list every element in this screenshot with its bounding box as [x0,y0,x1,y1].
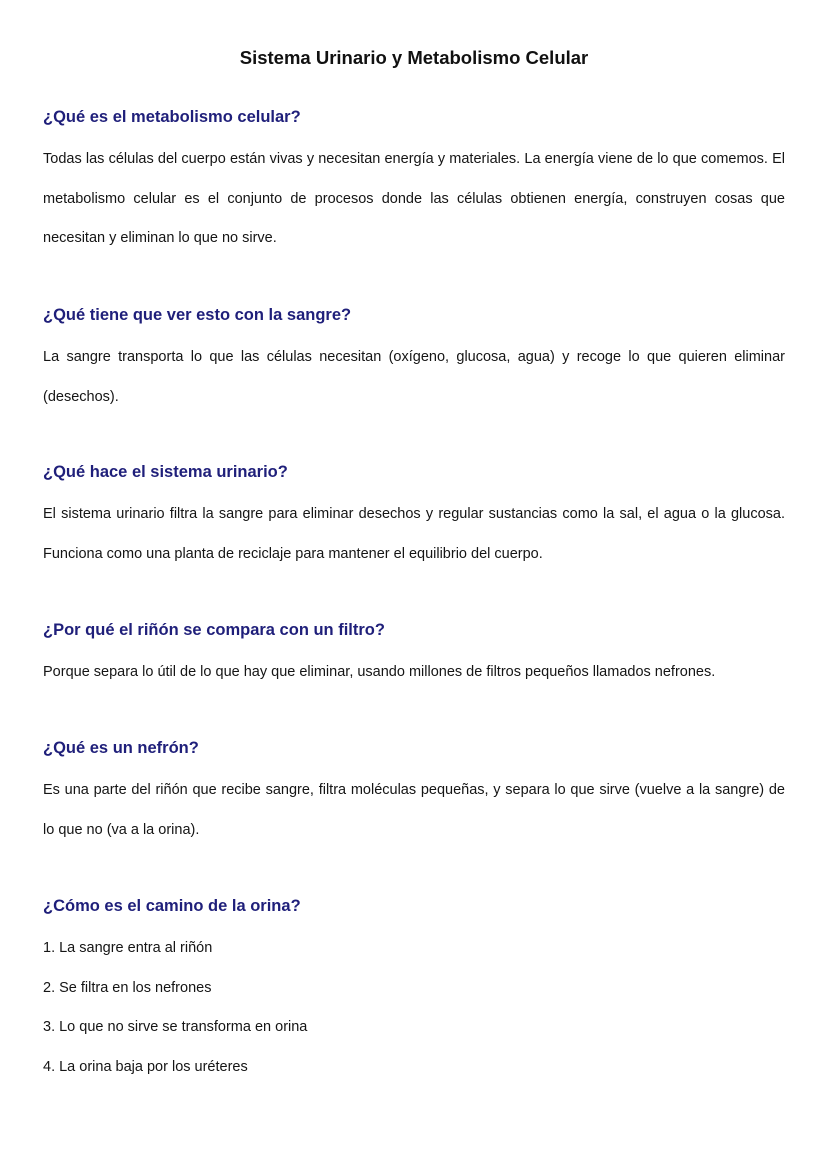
section-heading: ¿Qué hace el sistema urinario? [43,463,288,481]
section-paragraph: Todas las células del cuerpo están vivas y necesitan energía y materiales. La energía viene de lo que comemos. El metabolismo celular es el conjunto de procesos donde las células obtienen energía, construyen cosas que necesitan y eliminan lo que no sirve. [43,151,785,246]
list-item: 3. Lo que no sirve se transforma en orina [43,1019,308,1035]
section-paragraph: El sistema urinario filtra la sangre para eliminar desechos y regular sustancias como la sal, el agua o la glucosa. Funciona como una planta de reciclaje para mantener el equilibrio del cuerpo. [43,506,785,562]
section-urinary-system [43,461,785,574]
section-heading: ¿Qué tiene que ver esto con la sangre? [43,306,352,324]
section-blood [43,304,785,417]
section-nephron [43,737,785,850]
section-paragraph: Porque separa lo útil de lo que hay que eliminar, usando millones de filtros pequeños llamados nefrones. [43,664,716,680]
section-kidney-filter [43,619,785,693]
steps-list [43,929,785,1087]
section-heading: ¿Cómo es el camino de la orina? [43,897,301,915]
section-metabolism [43,106,785,259]
section-heading: ¿Qué es el metabolismo celular? [43,108,301,126]
document-title: Sistema Urinario y Metabolismo Celular [239,47,589,68]
list-item: 4. La orina baja por los uréteres [43,1058,248,1075]
section-paragraph: Es una parte del riñón que recibe sangre, filtra moléculas pequeñas, y separa lo que sirve (vuelve a la sangre) de lo que no (va a la orina). [43,782,785,838]
list-item: 1. La sangre entra al riñón [43,940,213,956]
section-heading: ¿Qué es un nefrón? [43,739,199,757]
section-heading: ¿Por qué el riñón se compara con un filtro? [43,621,385,639]
section-urine-path [43,895,785,1087]
list-item: 2. Se filtra en los nefrones [43,979,212,996]
section-paragraph: La sangre transporta lo que las células necesitan (oxígeno, glucosa, agua) y recoge lo que quieren eliminar (desechos). [43,349,785,405]
